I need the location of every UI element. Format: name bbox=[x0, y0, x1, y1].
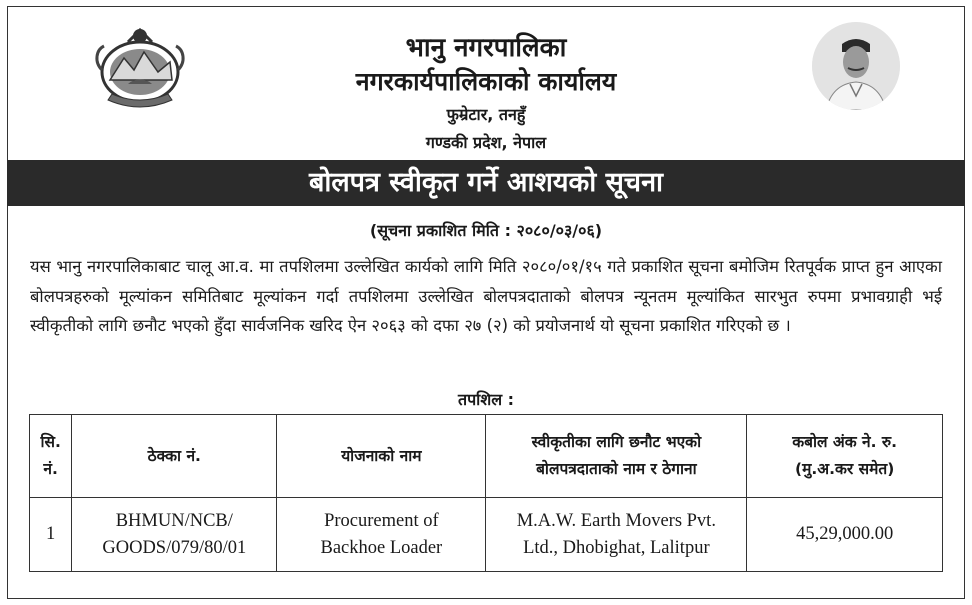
notice-title-banner: बोलपत्र स्वीकृत गर्ने आशयको सूचना bbox=[7, 160, 965, 206]
contract-line-1: BHMUN/NCB/ bbox=[115, 510, 233, 531]
details-table bbox=[29, 414, 943, 572]
header-serial-line-1: सि. bbox=[40, 433, 61, 451]
cell-selected-bidder bbox=[486, 498, 747, 572]
office-location: फुम्रेटार, तनहुँ bbox=[446, 105, 526, 124]
cell-serial-number: 1 bbox=[30, 498, 72, 572]
header-selected-bidder bbox=[486, 415, 747, 498]
table-header-row bbox=[30, 415, 943, 498]
notice-body-text: यस भानु नगरपालिकाबाट चालू आ.व. मा तपशिलमा उल्लेखित कार्यको लागि मिति २०८०/०१/१५ गते प्रकाशित सूचना बमोजिम रितपूर्वक प्राप्त हुन आएका बोलपत्रहरुको मूल्यांकन समितिबाट मूल्यांकन गर्दा तपशिलमा उल्लेखित बोलपत्रदाताको बोलपत्र न्यूनतम मूल्यांकित सारभुत रुपमा प्रभावग्राही भई स्वीकृतीको लागि छनौट भएको हुँदा सार्वजनिक खरिद ऐन २०६३ को दफा २७ (२) को प्रयोजनार्थ यो सूचना प्रकाशित गरिएको छ । bbox=[30, 257, 942, 335]
header-amount-line-1: कबोल अंक ने. रु. bbox=[792, 433, 898, 451]
cell-project-name bbox=[277, 498, 486, 572]
details-heading: तपशिल : bbox=[457, 390, 515, 409]
office-name: नगरकार्यपालिकाको कार्यालय bbox=[355, 67, 617, 96]
header-bid-amount bbox=[747, 415, 943, 498]
project-line-1: Procurement of bbox=[324, 510, 439, 531]
header-bidder-line-2: बोलपत्रदाताको नाम र ठेगाना bbox=[536, 460, 697, 478]
project-line-2: Backhoe Loader bbox=[320, 537, 443, 558]
table-row bbox=[30, 498, 943, 572]
cell-contract-number bbox=[72, 498, 277, 572]
publication-date: (सूचना प्रकाशित मिति : २०८०/०३/०६) bbox=[369, 221, 603, 240]
header-amount-line-2: (मु.अ.कर समेत) bbox=[795, 460, 895, 478]
header-serial-number bbox=[30, 415, 72, 498]
cell-bid-amount: 45,29,000.00 bbox=[747, 498, 943, 572]
office-province: गण्डकी प्रदेश, नेपाल bbox=[425, 133, 547, 152]
header-bidder-line-1: स्वीकृतीका लागि छनौट भएको bbox=[531, 433, 702, 451]
bidder-line-1: M.A.W. Earth Movers Pvt. bbox=[516, 510, 716, 531]
bidder-line-2: Ltd., Dhobighat, Lalitpur bbox=[523, 537, 710, 558]
header-serial-line-2: नं. bbox=[43, 460, 58, 478]
header-project-name: योजनाको नाम bbox=[277, 415, 486, 498]
municipality-name: भानु नगरपालिका bbox=[405, 33, 567, 63]
header-contract-number: ठेक्का नं. bbox=[72, 415, 277, 498]
contract-line-2: GOODS/079/80/01 bbox=[102, 537, 247, 558]
